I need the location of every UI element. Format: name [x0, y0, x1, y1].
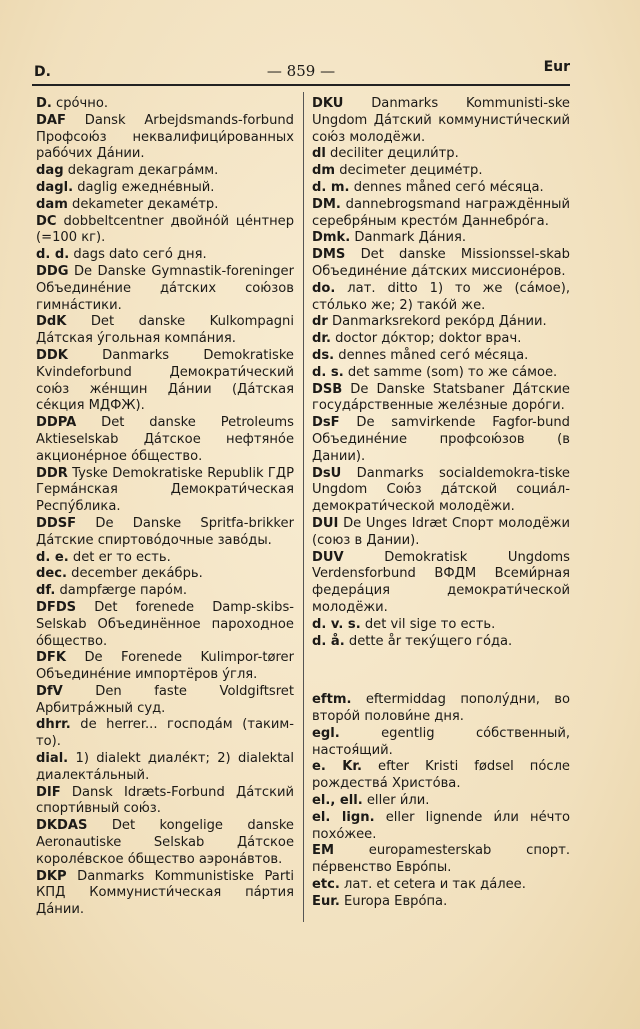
entry-definition: det vil sige то есть. — [360, 616, 496, 632]
dictionary-entry — [312, 759, 570, 793]
dictionary-entry — [36, 180, 294, 197]
entry-definition: eller lignende и́ли не́что похо́жее. — [312, 809, 571, 842]
entry-term: D. — [36, 96, 52, 111]
entry-term: DfV — [36, 683, 63, 699]
entry-term: DIF — [36, 784, 61, 800]
dictionary-entry — [312, 146, 570, 163]
entry-term: el., ell. — [312, 793, 363, 809]
column-divider — [303, 92, 304, 922]
entry-term: dr — [312, 314, 328, 330]
entry-term: d. s. — [312, 364, 344, 380]
entry-definition: лат. et cetera и так да́лее. — [339, 877, 526, 893]
entry-term: dag — [36, 163, 64, 179]
entry-definition: Det danske Kulkompagni Да́тская у́гольная компа́ния. — [36, 314, 294, 347]
entry-definition: 1) dialekt диале́кт; 2) dialektal диалекта́льный. — [36, 751, 294, 783]
dictionary-entry — [36, 214, 294, 248]
dictionary-entry — [312, 163, 570, 180]
entry-definition: deciliter децили́тр. — [325, 146, 459, 162]
dictionary-entry — [36, 600, 294, 650]
header-right-guide: Eur — [543, 59, 570, 75]
entry-term: eftm. — [312, 692, 352, 708]
entry-term: dam — [36, 196, 68, 212]
entry-term: DKU — [312, 96, 344, 111]
entry-term: d. å. — [312, 633, 345, 649]
entry-definition: decimeter дециме́тр. — [335, 163, 483, 179]
dictionary-entry — [312, 692, 570, 726]
entry-term: DFDS — [36, 599, 77, 615]
entry-term: Dmk. — [312, 230, 351, 246]
entry-definition: De Forenede Kulimpor-tører Объедине́ние импортёров у́гля. — [36, 650, 294, 683]
dictionary-entry — [312, 810, 570, 844]
entry-definition: Danmarks Kommunistiske Parti КПД Коммунисти́ческая па́ртия Да́нии. — [36, 868, 294, 918]
entry-definition: Det kongelige danske Aeronautiske Selskab Да́тское короле́вское о́бщество аэрона́втов. — [36, 818, 294, 867]
entry-definition: лат. ditto 1) то же (са́мое), сто́лько же; 2) тако́й же. — [312, 280, 570, 313]
header-left-guide: D. — [34, 64, 51, 80]
dictionary-entry — [312, 180, 570, 197]
entry-definition: det er то есть. — [68, 549, 171, 565]
entry-term: DKP — [36, 868, 67, 884]
entry-definition: dennes måned сего́ ме́сяца. — [349, 179, 544, 195]
dictionary-entry — [36, 785, 294, 819]
entry-term: DM. — [312, 196, 341, 212]
entry-term: do. — [312, 280, 336, 296]
dictionary-entry — [312, 314, 570, 331]
entry-definition: De Unges Idræt Спорт молодёжи (союз в Дании). — [312, 515, 570, 548]
entry-term: DUV — [312, 549, 344, 565]
entry-definition: Det danske Petroleums Aktieselskab Да́тское нефтяно́е акционе́рное о́бщество. — [36, 415, 294, 464]
entry-definition: срóчно. — [51, 96, 108, 111]
dictionary-entry — [36, 415, 294, 465]
dictionary-entry — [312, 877, 570, 894]
entry-term: DUI — [312, 515, 339, 531]
entry-term: DC — [36, 213, 57, 229]
entry-term: Eur. — [312, 893, 340, 909]
entry-definition: dette år теку́щего го́да. — [344, 633, 513, 649]
dictionary-entry — [36, 869, 294, 919]
entry-term: DDSF — [36, 515, 77, 531]
entry-definition: Dansk Arbejdsmands-forbund Профсою́з неквалифици́рованных рабо́чих Да́нии. — [36, 112, 294, 162]
entry-definition: Danmarks Kommunisti-ske Ungdom Да́тский коммунисти́ческий сою́з молодёжи. — [312, 96, 570, 145]
entry-term: egl. — [312, 725, 340, 741]
entry-definition: Det danske Missionssel-skab Объедине́ние да́тских миссионе́ров. — [312, 247, 570, 279]
entry-definition: det samme (som) то же са́мое. — [343, 364, 558, 380]
entry-term: DDPA — [36, 415, 77, 431]
entry-definition: Tyske Demokratiske Republik ГДР Герма́нская Демократи́ческая Респу́блика. — [36, 465, 294, 515]
entry-definition: Danmarks Demokratiske Kvindeforbund Демократи́ческий сою́з же́нщин Да́нии (Да́тская се́кция МДФЖ). — [36, 347, 294, 414]
entry-definition: De Danske Spritfa-brikker Да́тские спиртово́дочные заво́ды. — [36, 515, 294, 548]
entry-definition: eftermiddag пополу́дни, во второ́й полови́не дня. — [312, 692, 570, 725]
dictionary-entry — [312, 247, 570, 281]
dictionary-entry — [312, 843, 570, 877]
entry-definition: egentlig со́бственный, настоя́щий. — [312, 725, 570, 758]
left-column — [36, 96, 294, 919]
entry-term: dial. — [36, 751, 69, 767]
dictionary-entry — [36, 818, 294, 868]
dictionary-entry — [36, 197, 294, 214]
dictionary-entry — [312, 348, 570, 365]
entry-term: DdK — [36, 314, 67, 330]
entry-definition: dekameter декаме́тр. — [67, 196, 219, 212]
entry-term: dl — [312, 146, 326, 162]
dictionary-entry — [312, 726, 570, 760]
dictionary-entry — [312, 96, 570, 146]
entry-term: dhrr. — [36, 717, 71, 733]
entry-term: d. v. s. — [312, 616, 361, 632]
dictionary-entry — [312, 331, 570, 348]
entry-term: DsF — [312, 415, 340, 431]
dictionary-entry — [36, 566, 294, 583]
dictionary-entry — [312, 550, 570, 617]
dictionary-entry — [312, 617, 570, 634]
entry-term: df. — [36, 583, 56, 599]
dictionary-entry — [36, 96, 294, 113]
right-column-top-block — [312, 96, 570, 650]
entry-term: d. d. — [36, 247, 70, 263]
entry-term: DKDAS — [36, 818, 88, 834]
entry-definition: De Danske Gymnastik-foreninger Объедине́ние да́тских сою́зов гимна́стики. — [36, 263, 294, 313]
entry-term: DsU — [312, 465, 342, 481]
right-column-bottom-block — [312, 692, 570, 910]
entry-term: etc. — [312, 877, 340, 893]
entry-term: dagl. — [36, 179, 74, 195]
dictionary-entry — [312, 365, 570, 382]
entry-definition: dennes måned сего́ ме́сяца. — [334, 347, 529, 363]
entry-term: DDG — [36, 263, 69, 279]
dictionary-entry — [312, 382, 570, 416]
entry-definition: doctor до́ктор; doktor врач. — [330, 331, 522, 347]
entry-term: DAF — [36, 112, 66, 128]
entry-term: ds. — [312, 347, 335, 363]
entry-term: DSB — [312, 381, 343, 397]
entry-definition: De samvirkende Fagfor-bund Объедине́ние профсою́зов (в Дании). — [312, 415, 570, 464]
dictionary-entry — [36, 314, 294, 348]
dictionary-entry — [36, 751, 294, 785]
dictionary-entry — [36, 163, 294, 180]
entry-term: d. e. — [36, 549, 69, 565]
entry-term: dm — [312, 163, 336, 179]
entry-definition: dekagram декагра́мм. — [63, 163, 219, 179]
entry-definition: Europa Евро́па. — [339, 893, 448, 909]
dictionary-entry — [312, 516, 570, 550]
dictionary-entry — [312, 894, 570, 911]
entry-definition: december дека́брь. — [67, 566, 203, 582]
entry-term: DMS — [312, 247, 346, 263]
entry-term: dr. — [312, 331, 331, 347]
entry-definition: Danmarksrekord реко́рд Да́нии. — [327, 314, 547, 330]
entry-definition: europamesterskab спорт. пе́рвенство Евро́пы. — [312, 843, 570, 876]
dictionary-entry — [36, 247, 294, 264]
dictionary-entry — [36, 717, 294, 751]
dictionary-entry — [36, 113, 294, 163]
dictionary-entry — [312, 197, 570, 231]
entry-definition: De Danske Statsbaner Да́тские госуда́рственные желе́зные доро́ги. — [312, 381, 570, 414]
dictionary-entry — [36, 516, 294, 550]
entry-definition: Demokratisk Ungdoms Verdensforbund ВФДМ Всеми́рная федера́ция демократи́ческой молодёжи. — [312, 549, 570, 615]
page-number: — 859 — — [266, 62, 336, 80]
entry-definition: Danmarks socialdemokra-tiske Ungdom Сою́з да́тской социа́л-демократи́ческой молодёжи. — [312, 465, 570, 515]
dictionary-entry — [312, 230, 570, 247]
dictionary-entry — [36, 550, 294, 567]
section-gap — [312, 650, 570, 692]
entry-definition: Det forenede Damp-skibs-Selskab Объединённое пароходное о́бщество. — [36, 599, 294, 649]
entry-term: DDK — [36, 347, 68, 363]
entry-definition: dampfærge паро́м. — [55, 583, 187, 599]
dictionary-entry — [312, 415, 570, 465]
dictionary-entry — [312, 793, 570, 810]
entry-definition: Danmark Да́ния. — [350, 230, 467, 246]
entry-term: e. Kr. — [312, 759, 362, 775]
page-header — [32, 56, 570, 82]
entry-definition: efter Kristi fødsel по́сле рождества́ Христо́ва. — [312, 759, 570, 792]
dictionary-entry — [312, 281, 570, 315]
entry-definition: eller и́ли. — [362, 793, 430, 809]
entry-term: EM — [312, 843, 334, 859]
dictionary-entry — [36, 348, 294, 415]
entry-term: el. lign. — [312, 809, 375, 825]
dictionary-entry — [36, 264, 294, 314]
entry-definition: dannebrogsmand награждённый серебря́ным кресто́м Даннебро́га. — [312, 196, 570, 229]
entry-definition: dags dato сего́ дня. — [69, 247, 207, 263]
dictionary-entry — [312, 634, 570, 651]
header-rule — [32, 84, 570, 86]
dictionary-entry — [312, 466, 570, 516]
entry-definition: daglig ежедне́вный. — [73, 179, 215, 195]
dictionary-entry — [36, 583, 294, 600]
entry-term: DFK — [36, 650, 66, 666]
entry-definition: Dansk Idræts-Forbund Да́тский спорти́вный сою́з. — [36, 784, 294, 817]
entry-definition: Den faste Voldgiftsret Арбитра́жный суд. — [36, 683, 294, 716]
entry-term: DDR — [36, 465, 68, 481]
entry-definition: dobbeltcentner двойно́й це́нтнер (=100 кг). — [36, 213, 294, 246]
dictionary-entry — [36, 466, 294, 516]
entry-definition: de herrer... господа́м (таким-то). — [36, 717, 294, 750]
entry-term: dec. — [36, 566, 67, 582]
right-column — [312, 96, 570, 911]
dictionary-entry — [36, 650, 294, 684]
entry-term: d. m. — [312, 179, 350, 195]
dictionary-entry — [36, 684, 294, 718]
